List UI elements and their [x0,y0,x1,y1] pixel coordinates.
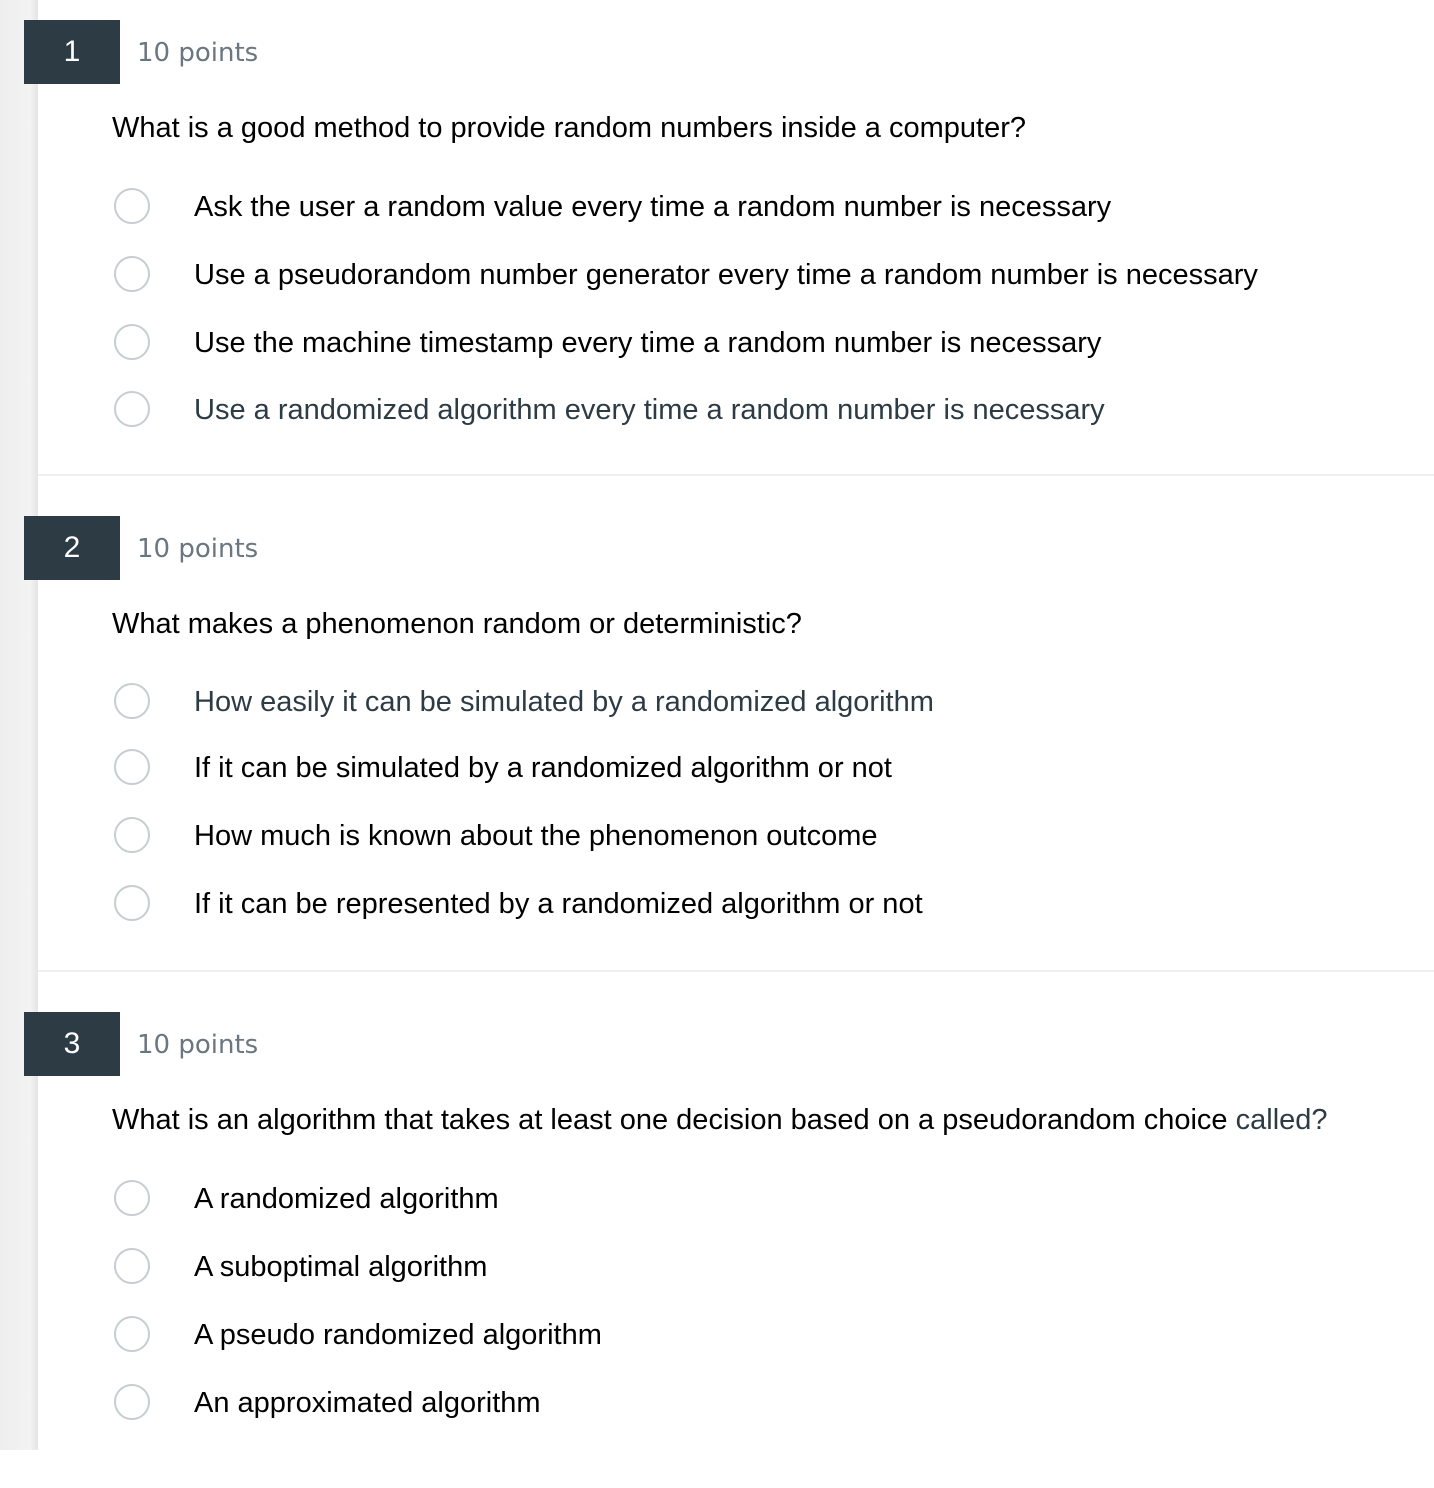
radio-button[interactable] [114,749,150,785]
answer-label[interactable]: If it can be simulated by a randomized algorithm or not [194,752,892,784]
answer-option[interactable] [112,748,1412,808]
answer-option[interactable] [112,1383,1412,1443]
radio-button[interactable] [114,1316,150,1352]
question-1 [0,0,1434,496]
radio-button[interactable] [114,188,150,224]
question-text-main: What is a good method to provide random numbers inside a computer? [112,112,1026,144]
answer-option[interactable] [112,884,1412,944]
question-points: 10 points [137,1030,259,1060]
radio-button[interactable] [114,1180,150,1216]
answer-label[interactable]: If it can be represented by a randomized algorithm or not [194,888,923,920]
answer-label[interactable]: How easily it can be simulated by a randomized algorithm [194,686,934,718]
answer-label[interactable]: Use a randomized algorithm every time a random number is necessary [194,394,1105,426]
question-number-badge: 1 [24,20,120,84]
answer-label[interactable]: A pseudo randomized algorithm [194,1319,602,1351]
answer-option[interactable] [112,323,1412,383]
answer-label[interactable]: Use the machine timestamp every time a random number is necessary [194,327,1102,359]
answer-label[interactable]: Use a pseudorandom number generator every time a random number is necessary [194,259,1258,291]
question-divider [38,970,1434,972]
answer-option[interactable] [112,390,1412,450]
answer-label[interactable]: An approximated algorithm [194,1387,541,1419]
question-2 [0,496,1434,992]
question-text-main: What makes a phenomenon random or deterministic? [112,608,802,640]
question-number-badge: 3 [24,1012,120,1076]
answer-option[interactable] [112,255,1412,315]
question-text [112,1100,1328,1140]
question-text-trail: called? [1235,1104,1328,1136]
radio-button[interactable] [114,683,150,719]
answer-label[interactable]: A randomized algorithm [194,1183,499,1215]
radio-button[interactable] [114,885,150,921]
radio-button[interactable] [114,324,150,360]
radio-button[interactable] [114,256,150,292]
radio-button[interactable] [114,817,150,853]
answer-option[interactable] [112,816,1412,876]
radio-button[interactable] [114,391,150,427]
question-text [112,604,802,644]
question-points: 10 points [137,38,259,68]
radio-button[interactable] [114,1248,150,1284]
question-divider [38,474,1434,476]
question-text-main: What is an algorithm that takes at least one decision based on a pseudorandom choice [112,1104,1236,1136]
answer-option[interactable] [112,187,1412,247]
answer-option[interactable] [112,1179,1412,1239]
answer-option[interactable] [112,682,1412,742]
answer-label[interactable]: Ask the user a random value every time a random number is necessary [194,191,1112,223]
answer-option[interactable] [112,1315,1412,1375]
question-text [112,108,1026,148]
radio-button[interactable] [114,1384,150,1420]
answer-option[interactable] [112,1247,1412,1307]
answer-label[interactable]: How much is known about the phenomenon outcome [194,820,878,852]
question-points: 10 points [137,534,259,564]
question-3 [0,992,1434,1488]
question-number-badge: 2 [24,516,120,580]
answer-label[interactable]: A suboptimal algorithm [194,1251,488,1283]
